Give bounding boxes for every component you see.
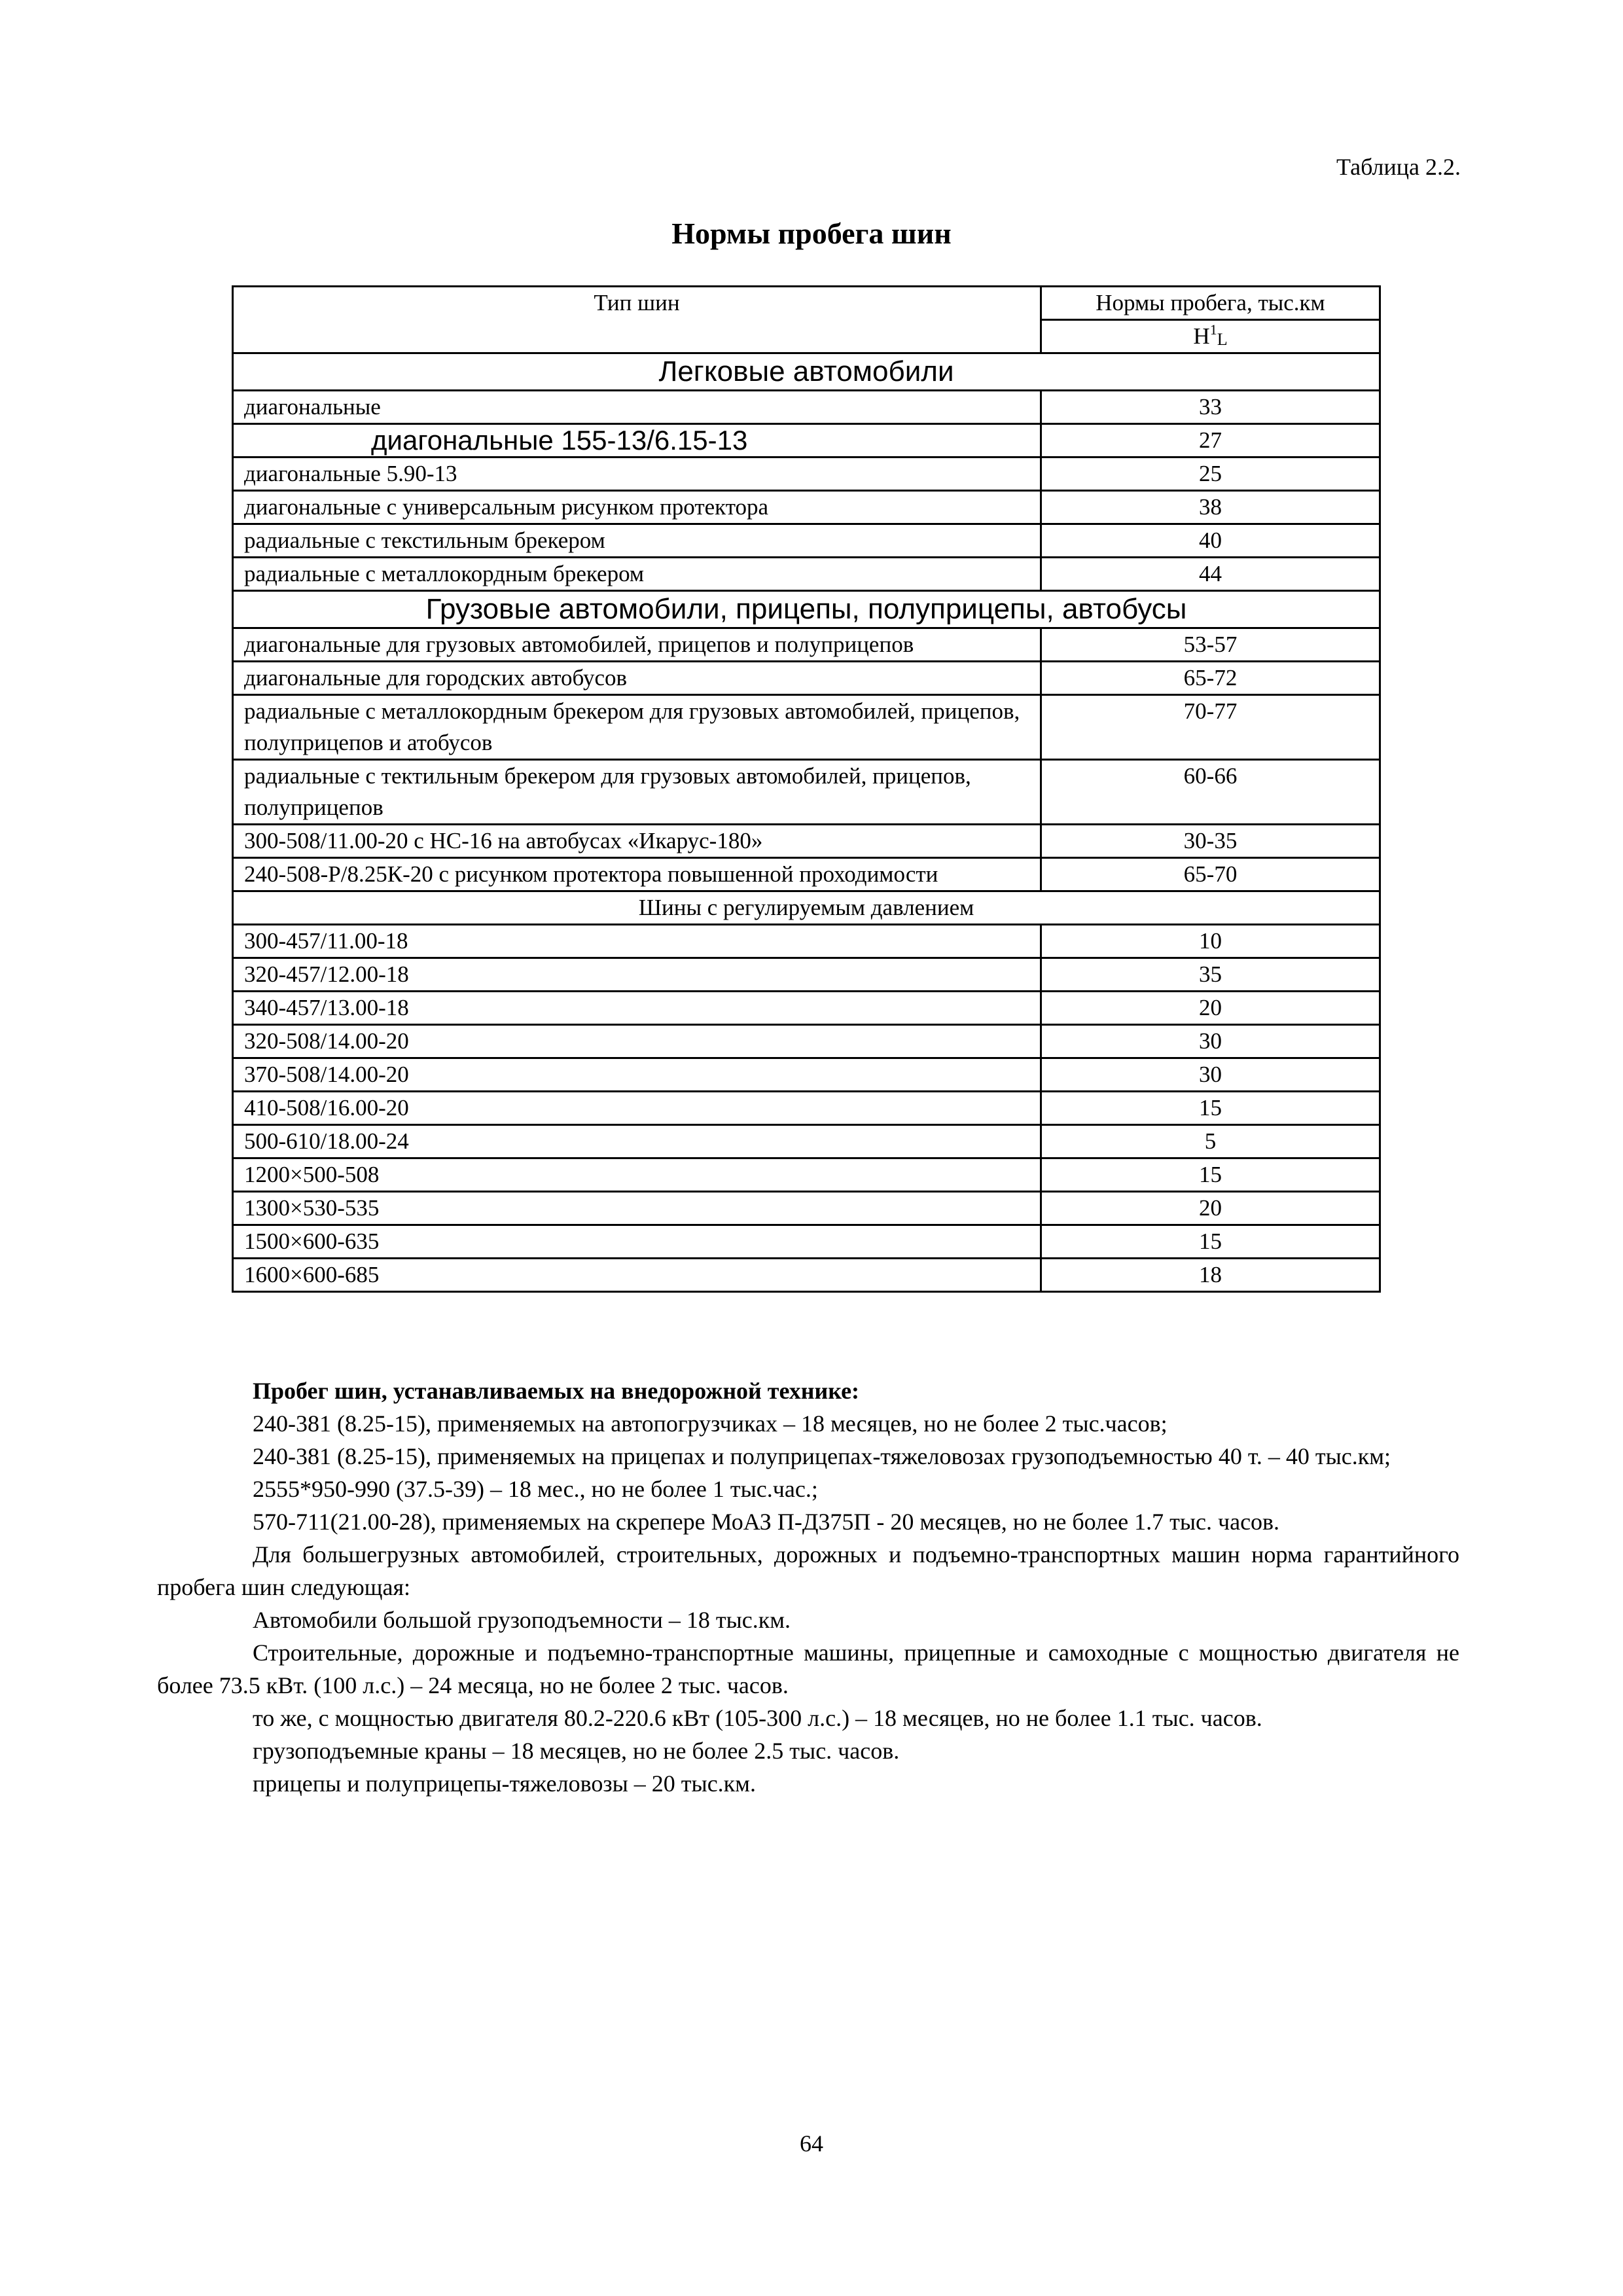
section-row-trucks [233,591,1380,628]
norm-symbol-sup: 1 [1209,321,1217,338]
table-row [233,558,1380,591]
tire-type-cell: 300-457/11.00-18 [233,925,1041,958]
notes-paragraph: 240-381 (8.25-15), применяемых на автопогрузчиках – 18 месяцев, но не более 2 тыс.часов; [253,1410,1168,1437]
norm-value-cell: 30-35 [1041,825,1380,858]
norm-value-cell: 65-72 [1041,662,1380,695]
table-row [233,424,1380,457]
notes-paragraph: грузоподъемные краны – 18 месяцев, но не более 2.5 тыс. часов. [253,1738,900,1764]
tire-type-cell: диагональные [233,391,1041,424]
header-norm: Нормы пробега, тыс.км [1041,287,1380,320]
notes-paragraph: 240-381 (8.25-15), применяемых на прицепах и полуприцепах-тяжеловозах грузоподъемностью 40 т. – 40 тыс.км; [253,1443,1391,1469]
tire-type-cell: диагональные для грузовых автомобилей, прицепов и полуприцепов [233,628,1041,662]
norm-symbol-sub: L [1217,330,1228,349]
table-row [233,1058,1380,1092]
section-title: Легковые автомобили [233,353,1380,391]
norm-value-cell: 40 [1041,524,1380,558]
table-row [233,662,1380,695]
page-title: Нормы пробега шин [671,217,952,250]
notes-paragraph: Строительные, дорожные и подъемно-транспортные машины, прицепные и самоходные с мощностью двигателя не более 73.5 кВт. (100 л.с.) – 24 месяца, но не более 2 тыс. часов. [157,1640,1459,1698]
section-title: Шины с регулируемым давлением [233,891,1380,925]
table-row [233,491,1380,524]
notes-heading: Пробег шин, устанавливаемых на внедорожной технике: [253,1378,860,1404]
table-row [233,858,1380,891]
tire-type-cell: 300-508/11.00-20 с НС-16 на автобусах «Икарус-180» [233,825,1041,858]
norm-value-cell: 20 [1041,992,1380,1025]
tire-type-cell: 410-508/16.00-20 [233,1092,1041,1125]
table-row [233,1092,1380,1125]
tire-type-cell: 1600×600-685 [233,1259,1041,1292]
norm-value-cell: 33 [1041,391,1380,424]
notes-paragraph: то же, с мощностью двигателя 80.2-220.6 кВт (105-300 л.с.) – 18 месяцев, но не более 1.1 тыс. часов. [253,1705,1262,1731]
norm-value-cell: 44 [1041,558,1380,591]
notes-paragraph: Для большегрузных автомобилей, строительных, дорожных и подъемно-транспортных машин норма гарантийного пробега шин следующая: [157,1541,1459,1600]
tire-type-cell: 320-457/12.00-18 [233,958,1041,992]
notes-paragraph: 570-711(21.00-28), применяемых на скрепере МоАЗ П-Д375П - 20 месяцев, но не более 1.7 тыс. часов. [253,1509,1280,1535]
norm-value-cell: 70-77 [1041,695,1380,760]
norm-value-cell: 15 [1041,1092,1380,1125]
norm-value-cell: 38 [1041,491,1380,524]
tire-type-cell: радиальные с текстильным брекером [233,524,1041,558]
tire-type-cell: 320-508/14.00-20 [233,1025,1041,1058]
table-row [233,925,1380,958]
tire-type-cell: 1500×600-635 [233,1225,1041,1259]
table-row [233,628,1380,662]
norm-value-cell: 25 [1041,457,1380,491]
tire-type-cell: диагональные с универсальным рисунком протектора [233,491,1041,524]
table-row [233,391,1380,424]
notes-section [157,1374,1459,1800]
norm-value-cell: 53-57 [1041,628,1380,662]
tire-type-cell: 500-610/18.00-24 [233,1125,1041,1158]
tire-type-cell: 340-457/13.00-18 [233,992,1041,1025]
norm-value-cell: 18 [1041,1259,1380,1292]
table-row [233,1025,1380,1058]
norm-value-cell: 20 [1041,1192,1380,1225]
norm-value-cell: 65-70 [1041,858,1380,891]
tire-type-cell: диагональные для городских автобусов [233,662,1041,695]
table-row [233,1125,1380,1158]
section-row-adjustable-pressure [233,891,1380,925]
norm-symbol-main: Н [1193,323,1210,349]
norm-value-cell: 35 [1041,958,1380,992]
norm-value-cell: 15 [1041,1225,1380,1259]
tire-type-cell: 1200×500-508 [233,1158,1041,1192]
table-label: Таблица 2.2. [1336,154,1461,180]
table-row [233,695,1380,760]
tire-type-cell: 240-508-Р/8.25К-20 с рисунком протектора повышенной проходимости [233,858,1041,891]
table-row [233,958,1380,992]
norm-value-cell: 60-66 [1041,760,1380,825]
section-row-cars [233,353,1380,391]
notes-paragraph: 2555*950-990 (37.5-39) – 18 мес., но не более 1 тыс.час.; [253,1476,818,1502]
table-row [233,1158,1380,1192]
notes-paragraph: прицепы и полуприцепы-тяжеловозы – 20 тыс.км. [253,1770,756,1797]
tire-type-cell: радиальные с металлокордным брекером для грузовых автомобилей, прицепов, полуприцепов и атобусов [233,695,1041,760]
tire-type-cell: диагональные 155-13/6.15-13 [233,424,1041,457]
tire-type-cell: диагональные 5.90-13 [233,457,1041,491]
table-row [233,992,1380,1025]
table-header-row [233,287,1380,320]
norm-value-cell: 27 [1041,424,1380,457]
norm-value-cell: 15 [1041,1158,1380,1192]
table-row [233,1192,1380,1225]
tire-norms-table [232,285,1381,1293]
table-row [233,1225,1380,1259]
header-norm-symbol [1041,320,1380,353]
norm-value-cell: 30 [1041,1058,1380,1092]
table-row [233,1259,1380,1292]
norm-value-cell: 30 [1041,1025,1380,1058]
notes-paragraph: Автомобили большой грузоподъемности – 18 тыс.км. [253,1607,791,1633]
table-row [233,825,1380,858]
table-row [233,760,1380,825]
table-row [233,457,1380,491]
norm-value-cell: 10 [1041,925,1380,958]
header-tire-type: Тип шин [233,287,1041,353]
tire-type-cell: радиальные с тектильным брекером для грузовых автомобилей, прицепов, полуприцепов [233,760,1041,825]
norm-value-cell: 5 [1041,1125,1380,1158]
tire-type-cell: 1300×530-535 [233,1192,1041,1225]
page-number: 64 [800,2130,823,2157]
table-row [233,524,1380,558]
tire-type-cell: 370-508/14.00-20 [233,1058,1041,1092]
section-title: Грузовые автомобили, прицепы, полуприцепы, автобусы [233,591,1380,628]
tire-type-cell: радиальные с металлокордным брекером [233,558,1041,591]
